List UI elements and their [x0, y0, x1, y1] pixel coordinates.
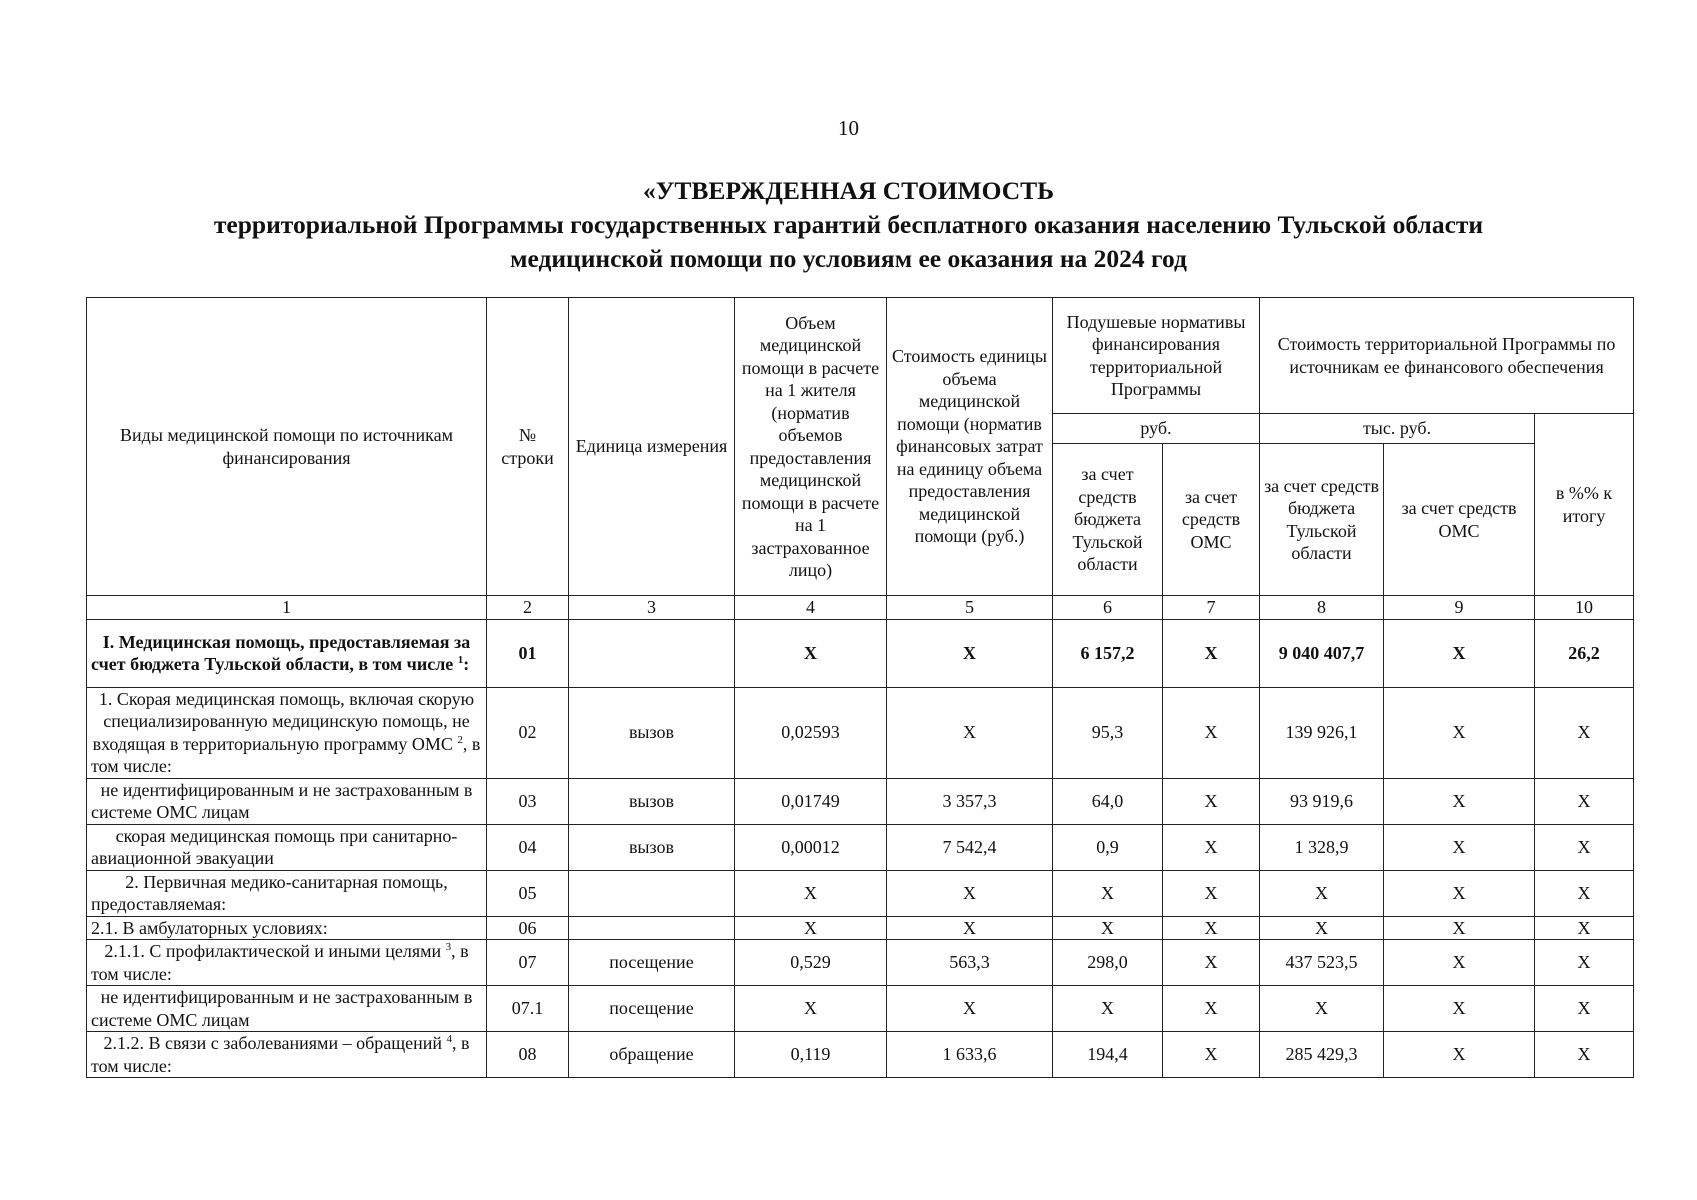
row-volume: 0,01749	[735, 778, 887, 824]
row-per-capita-budget: Х	[1053, 916, 1163, 940]
row-per-capita-budget: 298,0	[1053, 940, 1163, 986]
table-row	[87, 940, 1634, 986]
row-volume: Х	[735, 619, 887, 687]
row-cost-oms: Х	[1384, 1032, 1535, 1078]
row-unit: вызов	[569, 824, 735, 870]
row-name-text: 2.1.2. В связи с заболеваниями – обращений	[103, 1033, 442, 1053]
row-cost-oms: Х	[1384, 778, 1535, 824]
table-row	[87, 687, 1634, 778]
footnote-ref: 4	[446, 1033, 452, 1045]
column-number: 3	[569, 596, 735, 620]
row-name-text: 2.1.1. С профилактической и иными целями	[104, 941, 442, 961]
row-volume: 0,119	[735, 1032, 887, 1078]
row-per-capita-oms: Х	[1163, 870, 1260, 916]
header-cost-budget: за счет средств бюджета Тульской области	[1260, 444, 1384, 596]
document-title	[60, 174, 1637, 276]
footnote-ref: 3	[445, 941, 452, 953]
row-line-number: 03	[487, 778, 569, 824]
row-cost-oms: Х	[1384, 870, 1535, 916]
table-row	[87, 778, 1634, 824]
table-row	[87, 1032, 1634, 1078]
row-per-capita-budget: 194,4	[1053, 1032, 1163, 1078]
row-percent: 26,2	[1535, 619, 1634, 687]
row-line-number: 06	[487, 916, 569, 940]
column-number-row	[87, 596, 1634, 620]
header-row-number: № строки	[487, 298, 569, 596]
table-row	[87, 986, 1634, 1032]
row-cost-budget: 437 523,5	[1260, 940, 1384, 986]
row-unit-cost: Х	[887, 619, 1053, 687]
column-number: 1	[87, 596, 487, 620]
column-number: 2	[487, 596, 569, 620]
row-percent: Х	[1535, 916, 1634, 940]
row-cost-budget: 139 926,1	[1260, 687, 1384, 778]
row-per-capita-oms: Х	[1163, 619, 1260, 687]
row-cost-oms: Х	[1384, 986, 1535, 1032]
table-row	[87, 870, 1634, 916]
row-per-capita-oms: Х	[1163, 824, 1260, 870]
footnote-ref: 2	[457, 733, 463, 746]
row-line-number: 01	[487, 619, 569, 687]
row-line-number: 07.1	[487, 986, 569, 1032]
row-name: 2.1. В амбулаторных условиях:	[87, 916, 487, 940]
row-cost-oms: Х	[1384, 916, 1535, 940]
row-cost-budget: 285 429,3	[1260, 1032, 1384, 1078]
row-per-capita-budget: 0,9	[1053, 824, 1163, 870]
table-row	[87, 619, 1634, 687]
row-unit-cost: 7 542,4	[887, 824, 1053, 870]
row-percent: Х	[1535, 986, 1634, 1032]
row-percent: Х	[1535, 687, 1634, 778]
row-unit	[569, 870, 735, 916]
row-cost-oms: Х	[1384, 824, 1535, 870]
row-line-number: 07	[487, 940, 569, 986]
row-per-capita-oms: Х	[1163, 778, 1260, 824]
row-percent: Х	[1535, 778, 1634, 824]
row-name-tail: , в том числе:	[91, 941, 469, 984]
row-cost-oms: Х	[1384, 619, 1535, 687]
row-unit-cost: Х	[887, 986, 1053, 1032]
row-unit-cost: Х	[887, 870, 1053, 916]
row-per-capita-oms: Х	[1163, 687, 1260, 778]
header-unit-rub: руб.	[1053, 414, 1260, 444]
row-name: 2. Первичная медико-санитарная помощь, предоставляемая:	[87, 870, 487, 916]
row-per-capita-budget: 64,0	[1053, 778, 1163, 824]
row-volume: Х	[735, 916, 887, 940]
row-name-text: I. Медицинская помощь, предоставляемая за счет бюджета Тульской области, в том числе	[91, 631, 471, 674]
row-unit-cost: 1 633,6	[887, 1032, 1053, 1078]
row-volume: 0,529	[735, 940, 887, 986]
row-volume: 0,02593	[735, 687, 887, 778]
row-per-capita-budget: 6 157,2	[1053, 619, 1163, 687]
row-unit: посещение	[569, 986, 735, 1032]
row-name	[87, 1032, 487, 1078]
column-number: 7	[1163, 596, 1260, 620]
column-number: 9	[1384, 596, 1535, 620]
row-name: скорая медицинская помощь при санитарно-авиационной эвакуации	[87, 824, 487, 870]
header-program-cost-group: Стоимость территориальной Программы по источникам ее финансового обеспечения	[1260, 298, 1634, 414]
row-unit: вызов	[569, 687, 735, 778]
header-percent-total: в %% к итогу	[1535, 414, 1634, 596]
row-name: не идентифицированным и не застрахованным в системе ОМС лицам	[87, 778, 487, 824]
row-unit: посещение	[569, 940, 735, 986]
row-percent: Х	[1535, 870, 1634, 916]
header-unit: Единица измерения	[569, 298, 735, 596]
row-line-number: 04	[487, 824, 569, 870]
row-percent: Х	[1535, 824, 1634, 870]
footnote-ref: 1	[457, 654, 464, 666]
header-volume: Объем медицинской помощи в расчете на 1 жителя (норматив объемов предоставления медицинской помощи в расчете на 1 застрахованное лицо)	[735, 298, 887, 596]
row-volume: Х	[735, 870, 887, 916]
row-per-capita-budget: Х	[1053, 870, 1163, 916]
title-line-1: «УТВЕРЖДЕННАЯ СТОИМОСТЬ	[642, 176, 1055, 205]
row-name	[87, 687, 487, 778]
row-per-capita-budget: 95,3	[1053, 687, 1163, 778]
row-per-capita-oms: Х	[1163, 986, 1260, 1032]
row-cost-budget: 93 919,6	[1260, 778, 1384, 824]
table-row	[87, 824, 1634, 870]
cost-table	[86, 297, 1634, 1078]
row-volume: Х	[735, 986, 887, 1032]
row-unit	[569, 916, 735, 940]
column-number: 4	[735, 596, 887, 620]
row-volume: 0,00012	[735, 824, 887, 870]
row-line-number: 02	[487, 687, 569, 778]
header-kinds-of-care: Виды медицинской помощи по источникам финансирования	[87, 298, 487, 596]
header-per-capita-oms: за счет средств ОМС	[1163, 444, 1260, 596]
row-per-capita-budget: Х	[1053, 986, 1163, 1032]
row-unit-cost: Х	[887, 687, 1053, 778]
row-name-tail: , в том числе:	[91, 1033, 470, 1076]
row-per-capita-oms: Х	[1163, 940, 1260, 986]
row-cost-oms: Х	[1384, 940, 1535, 986]
row-per-capita-oms: Х	[1163, 1032, 1260, 1078]
table-row	[87, 916, 1634, 940]
column-number: 10	[1535, 596, 1634, 620]
column-number: 8	[1260, 596, 1384, 620]
title-line-2: территориальной Программы государственных гарантий бесплатного оказания населению Тульской области	[213, 210, 1484, 239]
row-cost-budget: Х	[1260, 916, 1384, 940]
row-line-number: 05	[487, 870, 569, 916]
row-name: не идентифицированным и не застрахованным в системе ОМС лицам	[87, 986, 487, 1032]
column-number: 6	[1053, 596, 1163, 620]
row-name-tail: , в том числе:	[91, 733, 481, 776]
row-cost-budget: Х	[1260, 986, 1384, 1032]
header-unit-cost: Стоимость единицы объема медицинской помощи (норматив финансовых затрат на единицу объема предоставления медицинской помощи (руб.)	[887, 298, 1053, 596]
header-per-capita-budget: за счет средств бюджета Тульской области	[1053, 444, 1163, 596]
row-name-text: 1. Скорая медицинская помощь, включая скорую специализированную медицинскую помощь, не входящая в территориальную программу ОМС	[92, 688, 475, 754]
row-line-number: 08	[487, 1032, 569, 1078]
row-unit: обращение	[569, 1032, 735, 1078]
header-per-capita-group: Подушевые нормативы финансирования территориальной Программы	[1053, 298, 1260, 414]
row-unit: вызов	[569, 778, 735, 824]
row-cost-budget: 1 328,9	[1260, 824, 1384, 870]
header-unit-thousand-rub: тыс. руб.	[1260, 414, 1535, 444]
row-percent: Х	[1535, 1032, 1634, 1078]
title-line-3: медицинской помощи по условиям ее оказания на 2024 год	[510, 244, 1187, 273]
row-cost-oms: Х	[1384, 687, 1535, 778]
row-name	[87, 940, 487, 986]
row-name-tail: :	[463, 654, 470, 674]
page-number: 10	[838, 116, 859, 140]
row-cost-budget: Х	[1260, 870, 1384, 916]
row-unit-cost: 3 357,3	[887, 778, 1053, 824]
row-unit	[569, 619, 735, 687]
row-unit-cost: Х	[887, 916, 1053, 940]
header-cost-oms: за счет средств ОМС	[1384, 444, 1535, 596]
row-percent: Х	[1535, 940, 1634, 986]
row-unit-cost: 563,3	[887, 940, 1053, 986]
row-cost-budget: 9 040 407,7	[1260, 619, 1384, 687]
column-number: 5	[887, 596, 1053, 620]
row-per-capita-oms: Х	[1163, 916, 1260, 940]
row-name	[87, 619, 487, 687]
